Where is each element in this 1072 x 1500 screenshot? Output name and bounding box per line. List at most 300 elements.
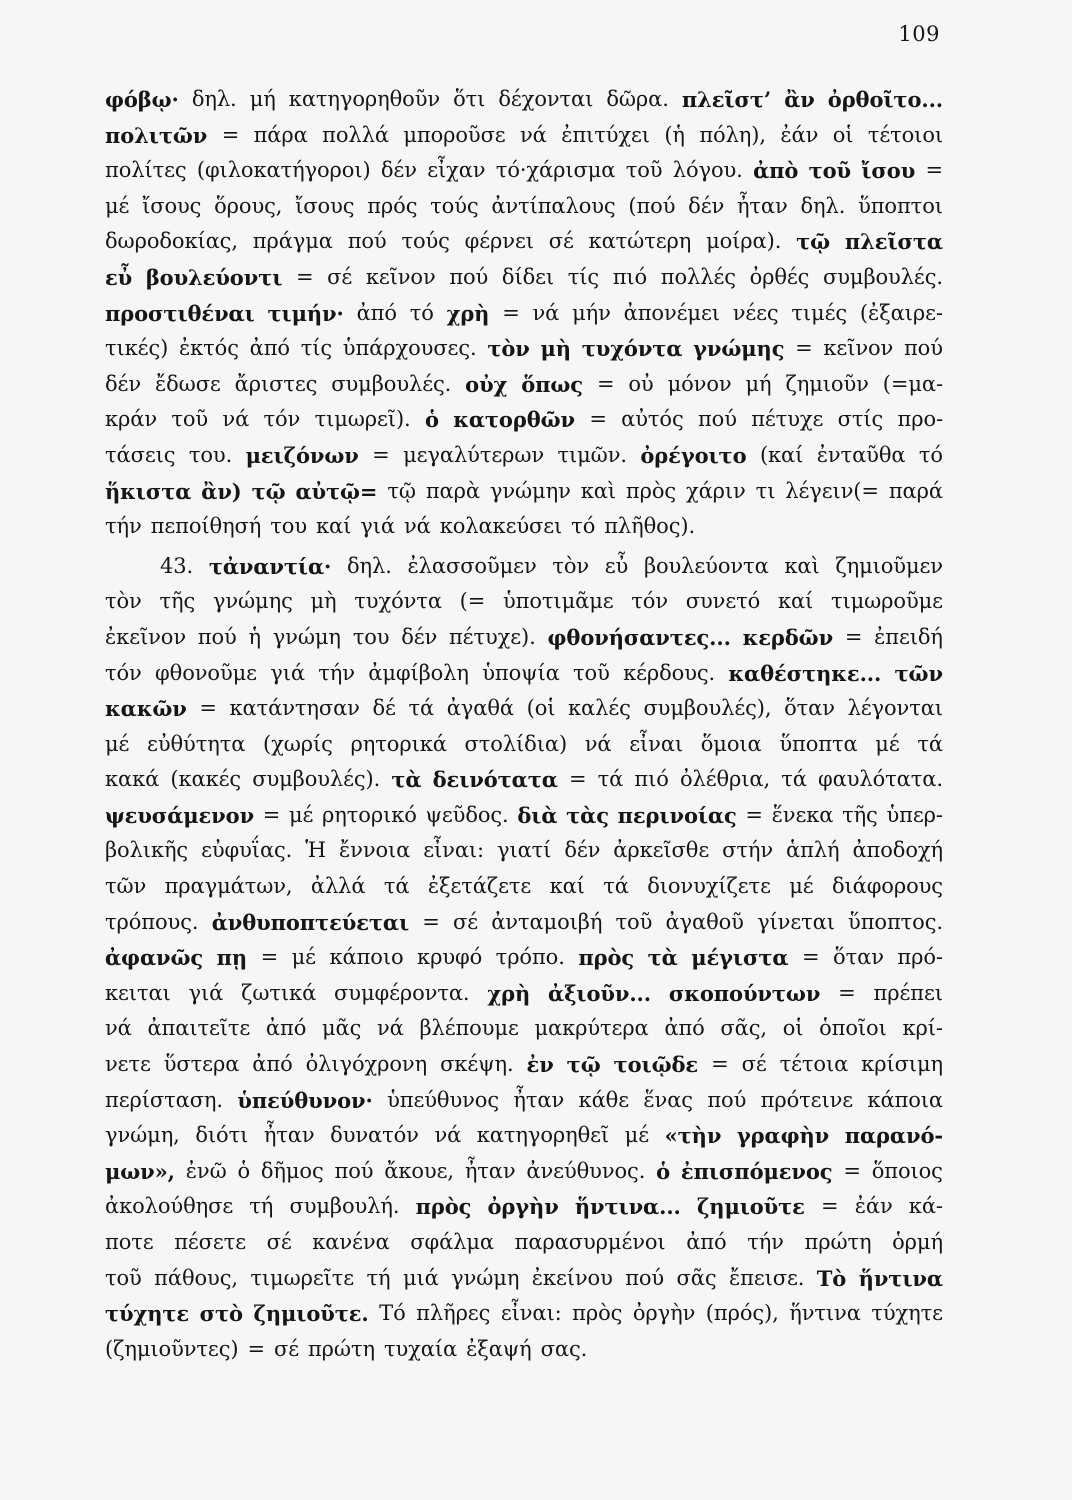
word: ἁπλή (786, 838, 840, 863)
word: δέχονται (498, 87, 594, 111)
word: κάποια (867, 1087, 943, 1112)
word: πραγμάτων, (164, 874, 293, 899)
word: συμβουλές), (643, 696, 772, 721)
lemma-word: ἀνθυποπτεύεται (211, 909, 410, 935)
lemma-word: προστιθέναι (105, 300, 255, 326)
word: ἀγαθοῦ (665, 909, 744, 934)
word: ἦταν (513, 1087, 565, 1112)
word: πράγμα (252, 229, 333, 254)
word: φαυλότατα. (818, 767, 943, 792)
text-line (105, 224, 943, 260)
text-line (105, 905, 943, 941)
text-line (105, 1154, 943, 1190)
word: τιμωροῦμε (830, 589, 943, 614)
text-line (105, 260, 943, 296)
word: (φιλοκατήγοροι) (196, 158, 371, 183)
word: τῆς (842, 802, 878, 827)
word: οὐ (628, 371, 654, 396)
text-line (105, 620, 943, 656)
word: πρέπει (873, 980, 943, 1005)
word: δηλ. (191, 87, 237, 111)
word: μέ (105, 193, 130, 218)
word: ὅταν (784, 696, 835, 721)
word: συμβουλές). (252, 767, 381, 792)
word: ὅρους, (214, 193, 283, 218)
word: παρά (888, 478, 943, 503)
word: χάριν (685, 478, 746, 503)
word: τοῦ (573, 660, 610, 685)
word: ἐκτός (178, 336, 239, 361)
word: του (270, 514, 308, 539)
word: = (569, 767, 587, 792)
text-line (105, 296, 943, 332)
word: τύχητε (871, 1301, 943, 1326)
lemma-word: ὁ (424, 407, 439, 433)
lemma-word: τοῦ (808, 158, 852, 184)
word: τιμές (791, 300, 848, 325)
text-line (105, 798, 943, 834)
word: εὐφυΐας. (201, 838, 293, 863)
word: διάφορους (831, 874, 943, 899)
word: ἀπαιτεῖτε (147, 1016, 251, 1041)
word: κεῖνον (365, 264, 436, 289)
lemma-word: τὰ (391, 767, 422, 793)
word: δέν (380, 158, 417, 183)
lemma-word: τἀναντία· (208, 553, 332, 579)
word: ἡ (248, 624, 261, 649)
word: ὕποπτα (779, 731, 858, 756)
word: ἐξετάζετε (427, 874, 532, 899)
word: ἀνεύθυνος. (526, 1158, 646, 1183)
lemma-word: γραφὴν (736, 1123, 830, 1149)
lemma-word: ἀφανῶς (105, 945, 204, 971)
lemma-word: χρὴ (487, 980, 531, 1006)
word: πού (197, 624, 237, 649)
word: μεγαλύτερων (403, 442, 545, 467)
word: ἐάν (780, 122, 819, 147)
word: ζημιοῦμεν (835, 553, 943, 578)
word: ἀπό (252, 1052, 293, 1077)
word: σκέψη. (440, 1052, 514, 1077)
lemma-word: μων», (105, 1158, 175, 1184)
word: μποροῦσε (403, 122, 506, 147)
text-line (105, 1261, 943, 1297)
text-line (105, 727, 943, 763)
text-line (105, 82, 943, 118)
text-line (105, 153, 943, 189)
word: τά (781, 767, 807, 792)
word: πού (449, 264, 489, 289)
word: πλῆθος). (604, 514, 696, 539)
text-line (105, 1189, 943, 1225)
word: δέν (688, 193, 725, 218)
lemma-word: πῃ (216, 945, 248, 971)
lemma-word: ὑπεύθυνον· (237, 1087, 373, 1113)
word: ἀπό (356, 300, 397, 325)
word: μέ (624, 1123, 649, 1148)
word: ὑπεύθυνος (387, 1087, 500, 1112)
word: ὅποιος (871, 1158, 943, 1183)
word: προ- (897, 407, 943, 432)
word: ἄριστες (234, 371, 318, 396)
word: συμβουλή. (289, 1194, 400, 1219)
word: πού (903, 336, 943, 361)
word: τρόπο. (495, 945, 565, 970)
lemma-word: τύχητε (105, 1301, 190, 1327)
word: στίς (837, 407, 884, 432)
word: πέτυχε). (448, 624, 536, 649)
word: λόγου. (672, 158, 743, 183)
word: μᾶς (321, 1016, 362, 1041)
word: ἐκείνου (531, 1265, 613, 1290)
word: κά- (908, 1194, 943, 1219)
word: οἱ (782, 1016, 804, 1041)
word: γιά (360, 514, 395, 539)
word: τά (597, 767, 624, 792)
word: κρυφό (417, 945, 483, 970)
word: ἔπεισε. (728, 1265, 805, 1290)
word: πού (625, 1265, 665, 1290)
word: τόν (263, 407, 301, 432)
word: σέ (741, 1052, 767, 1077)
word: ὁρμή (892, 1230, 943, 1254)
word: κράν (105, 407, 158, 432)
lemma-word: ἴσου (861, 158, 916, 184)
word: ποτε (105, 1230, 154, 1254)
text-line (105, 118, 943, 154)
word: μακρύτερα (534, 1016, 649, 1041)
word: νά (105, 1016, 132, 1041)
word: δυνατόν (330, 1123, 419, 1148)
word: κρίσιμη (861, 1052, 943, 1077)
text-line (105, 367, 943, 403)
text-line (105, 1225, 943, 1261)
word: καλές (568, 696, 631, 721)
word: μή (745, 371, 772, 396)
word: τι (755, 478, 776, 503)
word: δέν (401, 624, 438, 649)
word: τήν (747, 1230, 784, 1254)
lemma-word: ἀπὸ (753, 158, 799, 184)
word: ὁποῖοι (819, 1016, 887, 1041)
text-line (105, 656, 943, 692)
word: (ἐξαιρε- (859, 300, 943, 325)
lemma-word: ζημιοῦτε (696, 1194, 805, 1220)
lemma-word: σκοπούντων (668, 980, 821, 1006)
word: τόν (105, 660, 142, 685)
word: βολικῆς (105, 838, 189, 863)
word: (πρός), (705, 1301, 779, 1326)
word: τυχαία (383, 1336, 458, 1361)
word: ἐάν (854, 1194, 893, 1219)
word: ἀπό (686, 1230, 727, 1254)
word: ἐξαψή (466, 1336, 532, 1361)
word: ζωτικά (241, 980, 317, 1005)
word: = (295, 264, 314, 289)
word: εἶναι: (423, 838, 485, 863)
text-line (105, 976, 943, 1012)
word: πλῆρες (416, 1301, 491, 1326)
word: παρασυρμένοι (514, 1230, 666, 1254)
word: = (221, 122, 240, 147)
word: πρότεινε (760, 1087, 854, 1112)
text-line (105, 833, 943, 869)
word: ἥντινα (789, 1301, 861, 1326)
word: ψεῦδος. (425, 802, 509, 827)
word: καὶ (784, 553, 820, 578)
word: μέ (789, 874, 814, 899)
word: τιμωρεῖτε (250, 1265, 355, 1290)
word: ἐπειδή (874, 624, 943, 649)
word: πρό- (897, 945, 943, 970)
lemma-word: τὰς (566, 802, 609, 828)
word: πάθους, (154, 1265, 238, 1290)
word: ὅτι (453, 87, 486, 111)
word: τέτοια (779, 1052, 849, 1077)
word: νά (403, 514, 431, 539)
word: σέ (327, 264, 353, 289)
word: γιατί (497, 838, 552, 863)
lemma-word: ἥντινα... (574, 1194, 681, 1220)
word: ὕστερα (163, 1052, 240, 1077)
word: ἀπονέμει (623, 300, 720, 325)
word: τικές) (105, 336, 169, 361)
word: πρός (367, 193, 418, 218)
word: αὐτός (621, 407, 684, 432)
lemma-word: μειζόνων (245, 442, 359, 468)
word: ἐπιτύχει (561, 122, 650, 147)
word: εὐθύτητα (147, 731, 246, 756)
word: = (795, 336, 813, 361)
word: τίς (300, 336, 333, 361)
word: σέ (266, 1230, 292, 1254)
word: τούς (401, 229, 450, 254)
text-line (105, 869, 943, 905)
word: δέ (372, 696, 396, 721)
word: ἀπό (249, 336, 290, 361)
word: ἀντίπαλους (491, 193, 616, 218)
word: δέν (105, 371, 141, 396)
word: τοῦ (105, 1265, 142, 1290)
word: πρὸς (625, 478, 677, 503)
word: του (352, 624, 390, 649)
text-line (105, 402, 943, 438)
word: τόν (631, 589, 669, 614)
word: = (925, 158, 943, 183)
text-line (105, 1011, 943, 1047)
lemma-word: τὸν (487, 336, 530, 362)
word: = (802, 945, 820, 970)
lemma-word: κερδῶν (742, 624, 834, 650)
text-line (105, 1296, 943, 1332)
lemma-word: ἐπισπόμενος (680, 1158, 833, 1184)
word: γνώμη (272, 624, 341, 649)
word: δῶρα. (606, 87, 669, 111)
text-line (105, 438, 943, 474)
word: πρώτη (307, 1336, 375, 1361)
text-line (105, 1083, 943, 1119)
lemma-word: οὐχ (465, 371, 508, 397)
lemma-word: μέγιστα (691, 945, 789, 971)
word: σέ (273, 1336, 299, 1361)
word: κατάντησαν (229, 696, 360, 721)
word: κακά (105, 767, 160, 792)
word: τή (366, 1265, 391, 1290)
word: συνετό (685, 589, 761, 614)
word: μήν (572, 300, 611, 325)
word: πέτυχε (751, 407, 824, 432)
text-line (105, 189, 943, 225)
lemma-word: ἐν (526, 1052, 554, 1078)
word: διονυχίζετε (647, 874, 771, 899)
word: (ἡ (664, 122, 685, 147)
word: τῷ (387, 478, 416, 503)
word: τέτοιοι (867, 122, 943, 147)
word: = (372, 442, 390, 467)
word: γιά (270, 660, 305, 685)
lemma-word: τῷ (251, 478, 286, 504)
word: στήν (722, 838, 774, 863)
word: ἀνταμοιβή (491, 909, 603, 934)
word: διότι (195, 1123, 249, 1148)
word: δηλ. (800, 193, 846, 218)
word: = (838, 980, 856, 1005)
word: φέρνει (464, 229, 534, 254)
word: κανένα (312, 1230, 390, 1254)
word: (καί (759, 442, 804, 467)
word: δέν (564, 838, 601, 863)
word: ἴσους (142, 193, 202, 218)
text-line (105, 549, 943, 585)
word: γίνεται (757, 909, 835, 934)
word: ἦταν (736, 193, 788, 218)
word: κατηγορηθεῖ (476, 1123, 610, 1148)
word: = (821, 1194, 839, 1219)
word: εὖ (604, 553, 629, 578)
lemma-word: ζημιοῦτε. (253, 1301, 369, 1327)
word: δίδει (501, 264, 555, 289)
lemma-word: ἂν) (201, 478, 242, 504)
word: τό (571, 514, 596, 539)
word: κάποιο (329, 945, 404, 970)
word: γνώμην (489, 478, 571, 503)
word: ἐλασσοῦμεν (407, 553, 537, 578)
word: = (199, 696, 217, 721)
word: κεῖνον (823, 336, 894, 361)
word: ὑποτιμᾶμε (503, 589, 614, 614)
lemma-word: ἥντινα (858, 1265, 943, 1291)
word: νά (520, 122, 547, 147)
paragraph (105, 82, 943, 545)
word: κάθε (578, 1087, 629, 1112)
lemma-word: φόβῳ· (105, 87, 179, 112)
word: γνώμη (451, 1265, 520, 1290)
word: τά (917, 731, 943, 756)
word: τοῦ (625, 158, 663, 183)
word: ἕνας (643, 1087, 693, 1112)
word: εἶχαν (427, 158, 486, 183)
lemma-word: πρὸς (415, 1194, 472, 1220)
word: πού (347, 229, 387, 254)
word: (χωρίς (263, 731, 333, 756)
lemma-word: περινοίας (617, 802, 737, 828)
word: μέ (875, 731, 900, 756)
word: μόνον (667, 371, 732, 396)
text-line (105, 331, 943, 367)
lemma-word: εὖ (105, 264, 133, 290)
lemma-word: πολιτῶν (105, 122, 208, 148)
word: πεποίθησή (150, 514, 262, 539)
text-line (105, 1047, 943, 1083)
word: τήν (105, 514, 142, 539)
word: (πού (628, 193, 676, 218)
word: οἱ (832, 122, 854, 147)
word: ἀμφίβολη (368, 660, 469, 685)
word: = (596, 371, 615, 396)
word: (= (459, 589, 486, 614)
word: σφάλμα (410, 1230, 494, 1254)
text-line (105, 1332, 943, 1368)
word: ὕποπτος. (848, 909, 943, 934)
word: τά (408, 696, 435, 721)
word: Ἡ (305, 838, 326, 863)
word: πέσετε (174, 1230, 246, 1254)
word: νά (584, 731, 612, 756)
word: κατηγορηθοῦν (288, 87, 441, 111)
word: 43. (160, 553, 194, 578)
word: σέ (452, 909, 478, 934)
word: ὅμοια (700, 731, 762, 756)
word: ἔδωσε (154, 371, 221, 396)
word: πιό (634, 767, 669, 792)
word: τοῦ (615, 909, 653, 934)
word: ἴσους (295, 193, 355, 218)
word: μέ (288, 802, 314, 827)
word: σᾶς (676, 1265, 717, 1290)
lemma-word: παρανό- (844, 1123, 943, 1149)
word: = (260, 945, 279, 970)
word: μή (249, 87, 276, 111)
lemma-word: διὰ (517, 802, 558, 828)
word: ὅταν (833, 945, 884, 970)
word: ἀγαθά (446, 696, 514, 721)
lemma-word: στὸ (199, 1301, 243, 1327)
word: τίς (567, 264, 600, 289)
word: εἶναι: (500, 1301, 562, 1326)
commentary-text (105, 82, 943, 1367)
word: ἀπό (664, 1016, 705, 1041)
lemma-word: ψευσάμενον (105, 802, 255, 828)
word: ὑπερ- (886, 802, 943, 827)
word: τάσεις (105, 442, 176, 467)
word: = (589, 407, 607, 432)
word: ὁ (237, 1158, 250, 1183)
word: ἦταν (464, 1158, 516, 1183)
word: νά (532, 300, 560, 325)
word: = (262, 802, 281, 827)
word: εἶναι (629, 731, 684, 756)
text-line (105, 509, 943, 545)
word: ἐνῶ (185, 1158, 227, 1183)
lemma-word: ἥκιστα (105, 478, 192, 504)
word: πού (697, 407, 737, 432)
lemma-word: βουλεύοντι (145, 264, 283, 290)
word: τρόπους. (105, 909, 199, 934)
word: ὑπάρχουσες. (342, 336, 477, 361)
word: μιά (402, 1265, 439, 1290)
word: = (711, 1052, 729, 1077)
lemma-word: ὀργὴν (487, 1194, 559, 1220)
